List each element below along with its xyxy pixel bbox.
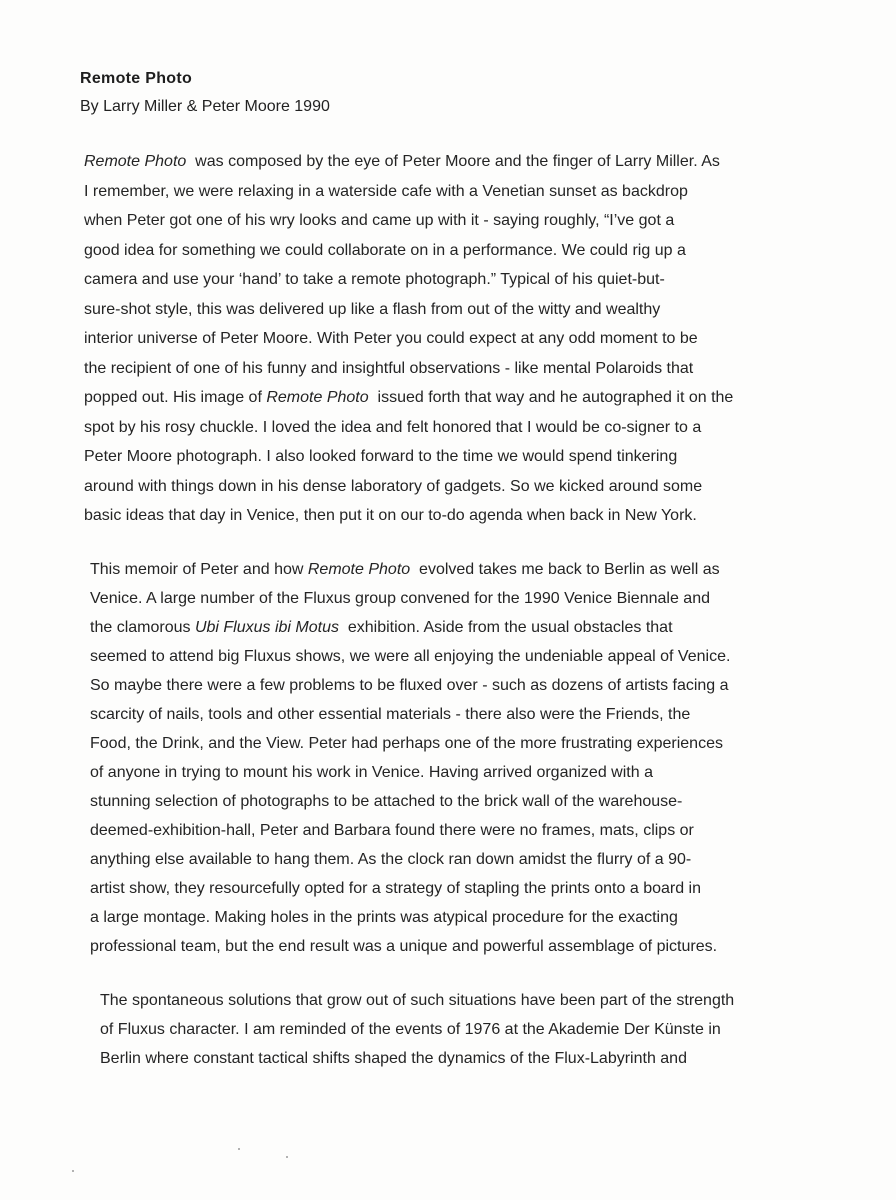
text-line [90, 816, 730, 845]
text-segment: So maybe there were a few problems to be fluxed over - such as dozens of artists facing a [90, 677, 729, 694]
text-segment: popped out. His image of [84, 389, 267, 406]
text-segment: professional team, but the end result was a unique and powerful assemblage of pictures. [90, 938, 718, 955]
text-segment: spot by his rosy chuckle. I loved the idea and felt honored that I would be co-signer to a [84, 418, 702, 436]
text-segment: camera and use your ‘hand’ to take a remote photograph.” Typical of his quiet-but- [84, 271, 665, 288]
text-segment: around with things down in his dense laboratory of gadgets. So we kicked around some [84, 477, 703, 495]
text-line [84, 354, 733, 384]
text-segment: This memoir of Peter and how [90, 561, 308, 578]
scan-speck [72, 1170, 74, 1172]
text-line [100, 1015, 734, 1044]
text-line [84, 324, 733, 354]
text-segment: the clamorous [90, 619, 195, 636]
text-segment: issued forth that way and he autographed it on the [368, 389, 734, 406]
text-line [90, 903, 730, 932]
text-line [90, 613, 730, 642]
text-segment: Peter Moore photograph. I also looked forward to the time we would spend tinkering [84, 448, 678, 465]
text-line [84, 236, 733, 266]
text-line [90, 787, 730, 816]
italic-title: Remote Photo [307, 561, 411, 578]
text-segment: I remember, we were relaxing in a waterside cafe with a Venetian sunset as backdrop [84, 182, 688, 200]
scan-speck [238, 1148, 240, 1150]
text-segment: good idea for something we could collaborate on in a performance. We could rig up a [84, 241, 686, 259]
text-line [84, 472, 733, 502]
text-line [90, 932, 730, 961]
text-line [84, 413, 733, 443]
text-segment: of Fluxus character. I am reminded of the events of 1976 at the Akademie Der Künste in [100, 1021, 721, 1038]
text-segment: when Peter got one of his wry looks and came up with it - saying roughly, “I’ve got a [84, 212, 675, 229]
italic-title: Ubi Fluxus ibi Motus [194, 619, 339, 636]
text-line [100, 986, 734, 1015]
paragraph [100, 986, 734, 1073]
text-segment: The spontaneous solutions that grow out of such situations have been part of the strength [100, 992, 735, 1009]
text-line [90, 555, 730, 584]
text-segment: deemed-exhibition-hall, Peter and Barbara found there were no frames, mats, clips or [90, 822, 694, 839]
text-segment: the recipient of one of his funny and insightful observations - like mental Polaroids that [84, 359, 694, 377]
paragraph [90, 555, 730, 961]
text-line [84, 501, 733, 531]
text-segment: anything else available to hang them. As the clock ran down amidst the flurry of a 90- [90, 851, 692, 868]
text-segment: scarcity of nails, tools and other essential materials - there also were the Friends, the [90, 706, 691, 723]
text-line [100, 1044, 734, 1073]
text-line [84, 295, 733, 325]
document-byline: By Larry Miller & Peter Moore 1990 [80, 98, 330, 115]
text-segment: seemed to attend big Fluxus shows, we were all enjoying the undeniable appeal of Venice. [90, 648, 731, 665]
text-segment: basic ideas that day in Venice, then put it on our to-do agenda when back in New York. [84, 507, 697, 524]
italic-title: Remote Photo [266, 389, 369, 406]
text-line [84, 265, 733, 295]
text-segment: evolved takes me back to Berlin as well as [410, 561, 720, 578]
text-segment: exhibition. Aside from the usual obstacles that [338, 619, 673, 636]
italic-title: Remote Photo [84, 153, 187, 170]
text-line [90, 758, 730, 787]
text-line [84, 206, 733, 236]
text-line [84, 147, 733, 177]
text-line [90, 642, 730, 671]
text-line [90, 729, 730, 758]
text-line [90, 584, 730, 613]
paragraph [84, 147, 733, 531]
text-segment: interior universe of Peter Moore. With Peter you could expect at any odd moment to be [84, 330, 698, 347]
text-line [90, 874, 730, 903]
text-line [90, 845, 730, 874]
text-segment: was composed by the eye of Peter Moore and the finger of Larry Miller. As [186, 153, 720, 170]
text-line [90, 700, 730, 729]
text-segment: Berlin where constant tactical shifts shaped the dynamics of the Flux-Labyrinth and [100, 1050, 687, 1067]
text-segment: Food, the Drink, and the View. Peter had perhaps one of the more frustrating experiences [90, 735, 723, 752]
scan-speck [286, 1156, 288, 1158]
text-line [84, 177, 733, 207]
text-line [84, 383, 733, 413]
text-segment: a large montage. Making holes in the prints was atypical procedure for the exacting [90, 909, 678, 926]
text-segment: artist show, they resourcefully opted for a strategy of stapling the prints onto a board in [90, 880, 702, 897]
text-segment: sure-shot style, this was delivered up like a flash from out of the witty and wealthy [84, 300, 661, 318]
text-line [90, 671, 730, 700]
text-segment: Venice. A large number of the Fluxus group convened for the 1990 Venice Biennale and [90, 590, 710, 607]
text-line [84, 442, 733, 472]
text-segment: stunning selection of photographs to be attached to the brick wall of the warehouse- [90, 793, 683, 810]
document-title: Remote Photo [80, 70, 193, 87]
text-segment: of anyone in trying to mount his work in Venice. Having arrived organized with a [90, 764, 653, 781]
